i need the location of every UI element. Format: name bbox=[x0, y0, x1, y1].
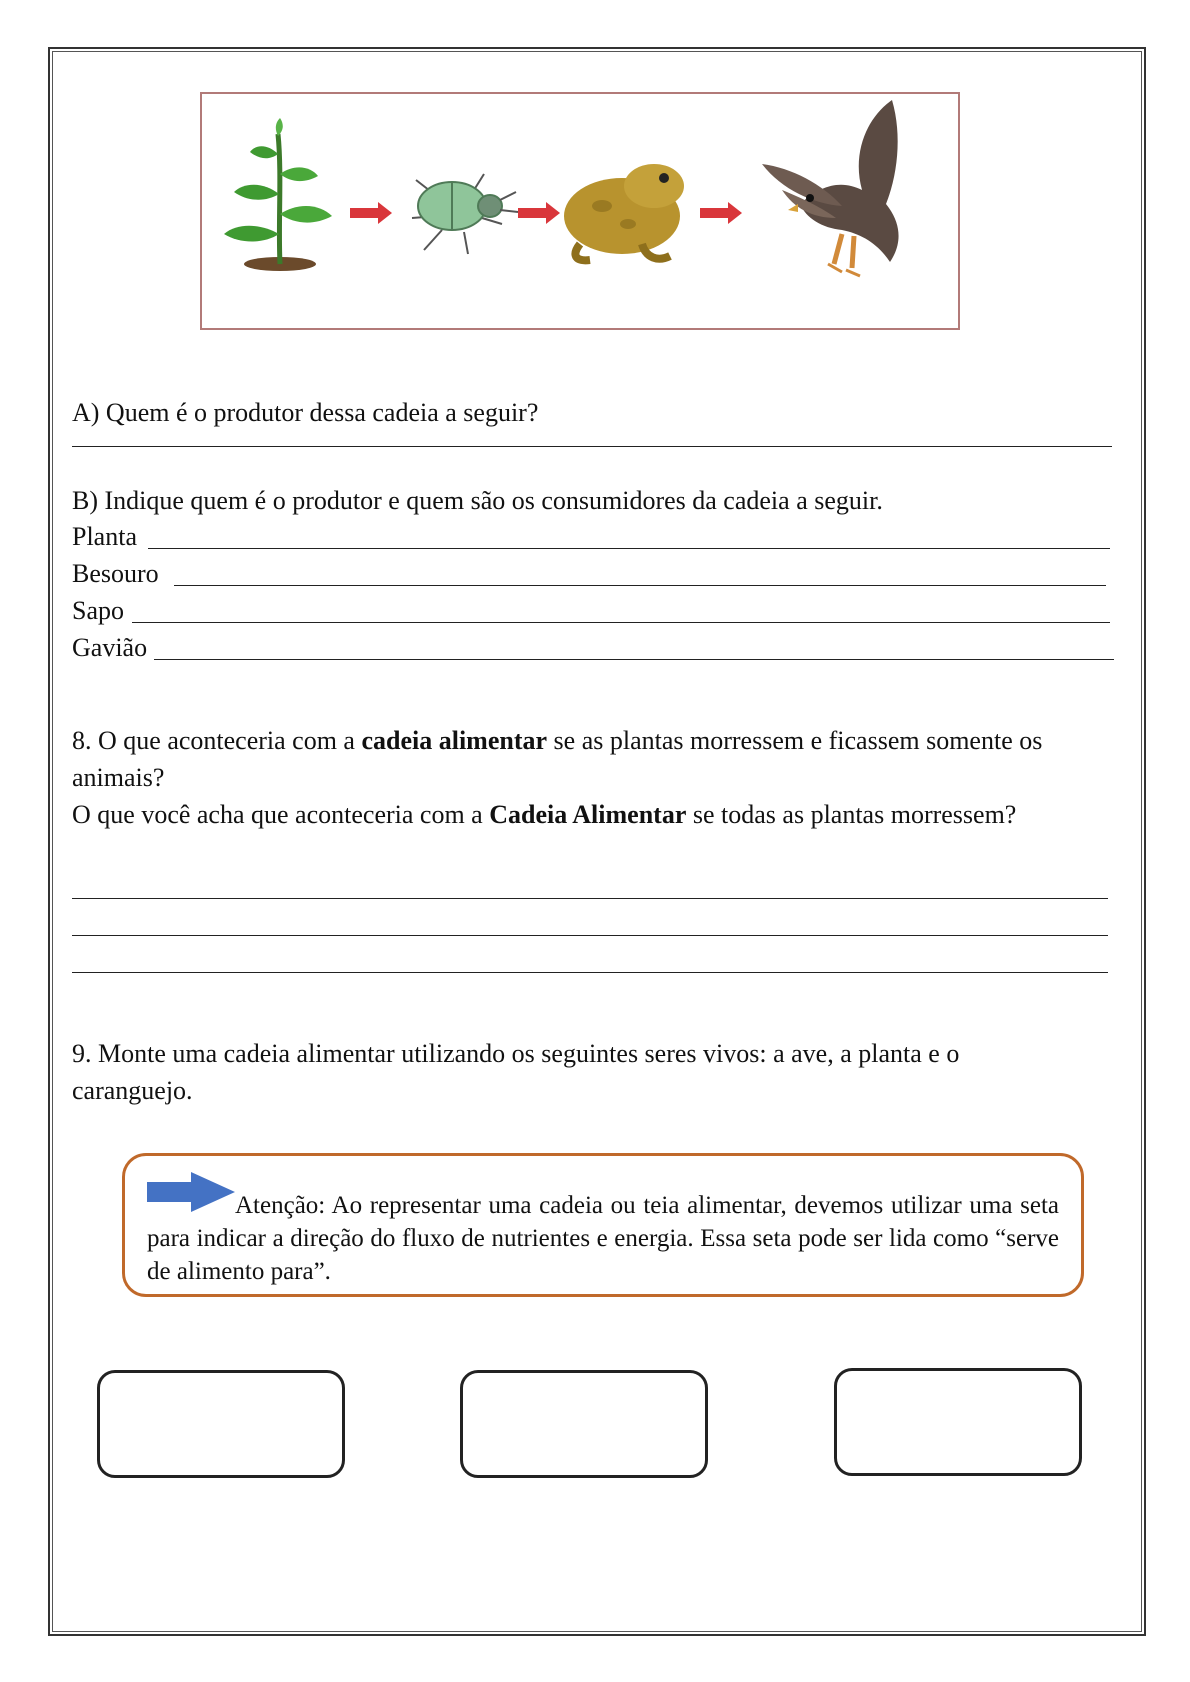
question-8-line2-bold: Cadeia Alimentar bbox=[489, 800, 687, 829]
question-8-line2 bbox=[72, 800, 1016, 830]
answer-line[interactable] bbox=[148, 548, 1110, 549]
answer-line[interactable] bbox=[72, 446, 1112, 447]
answer-box-2[interactable] bbox=[460, 1370, 708, 1478]
organism-label-besouro: Besouro bbox=[72, 559, 159, 588]
answer-box-1[interactable] bbox=[97, 1370, 345, 1478]
answer-line[interactable] bbox=[154, 659, 1114, 660]
question-9-text: 9. Monte uma cadeia alimentar utilizando os seguintes seres vivos: a ave, a planta e o caranguejo. bbox=[72, 1039, 960, 1105]
answer-box-3[interactable] bbox=[834, 1368, 1082, 1476]
question-8-prefix: 8. O que aconteceria com a bbox=[72, 726, 362, 755]
answer-line[interactable] bbox=[72, 935, 1108, 936]
food-chain-illustration bbox=[200, 92, 960, 330]
question-8-line2-suffix: se todas as plantas morressem? bbox=[686, 800, 1017, 829]
organism-label-sapo: Sapo bbox=[72, 596, 124, 625]
organism-label-planta: Planta bbox=[72, 522, 137, 551]
answer-line[interactable] bbox=[174, 585, 1106, 586]
answer-line[interactable] bbox=[72, 972, 1108, 973]
question-8-text bbox=[72, 722, 1132, 796]
answer-line[interactable] bbox=[72, 898, 1108, 899]
question-8-line2-prefix: O que você acha que aconteceria com a bbox=[72, 800, 490, 829]
toad-icon bbox=[564, 164, 684, 260]
attention-text: Atenção: Ao representar uma cadeia ou teia alimentar, devemos utilizar uma seta para indicar a direção do fluxo de nutrientes e energia. Essa seta pode ser lida como “serve de alimento para”. bbox=[147, 1192, 1059, 1285]
plant-icon bbox=[224, 118, 332, 271]
arrow-right-icon bbox=[518, 202, 560, 224]
arrow-right-icon bbox=[700, 202, 742, 224]
attention-box bbox=[122, 1153, 1084, 1297]
question-b-text: B) Indique quem é o produtor e quem são os consumidores da cadeia a seguir. bbox=[72, 486, 883, 515]
question-8-middle: se as plantas morressem e ficassem somente os animais? bbox=[72, 726, 1043, 792]
hawk-icon bbox=[762, 100, 899, 276]
organism-label-gaviao: Gavião bbox=[72, 633, 148, 662]
arrow-right-icon bbox=[350, 202, 392, 224]
question-a-text: A) Quem é o produtor dessa cadeia a seguir? bbox=[72, 398, 539, 427]
answer-line[interactable] bbox=[132, 622, 1110, 623]
beetle-icon bbox=[412, 174, 518, 254]
question-8-bold: cadeia alimentar bbox=[361, 726, 548, 755]
